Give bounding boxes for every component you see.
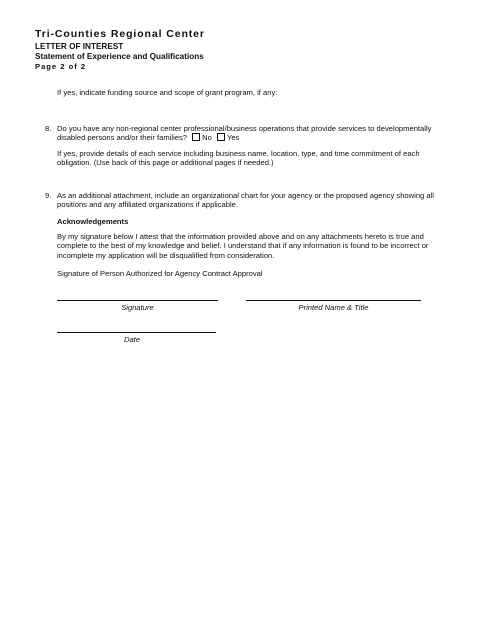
yes-checkbox[interactable] (217, 133, 225, 141)
printed-name-line[interactable] (246, 300, 421, 301)
question-8-text-line2-label: disabled persons and/or their families? (57, 133, 188, 143)
no-label: No (202, 133, 212, 143)
signature-prompt: Signature of Person Authorized for Agency Contract Approval (57, 269, 263, 278)
date-line[interactable] (57, 332, 216, 333)
signature-label: Signature (121, 303, 154, 312)
yes-label: Yes (226, 133, 240, 143)
question-8-text-line2 (57, 133, 457, 142)
question-8-details-line1: If yes, provide details of each service including business name, location, type, and time commitment of each (57, 149, 420, 158)
acknowledgements-text (57, 232, 457, 260)
acknowledgements-line2: complete to the best of my knowledge and belief. I understand that if any information is found to be incorrect or (57, 241, 429, 251)
page-indicator: Page 2 of 2 (35, 62, 87, 71)
question-9-number: 9. (45, 191, 52, 200)
acknowledgements-line3: incomplete my application will be disqualified from consideration. (57, 250, 275, 260)
date-label: Date (123, 335, 141, 344)
organization-name: Tri-Counties Regional Center (35, 28, 205, 40)
question-8-text-line1: Do you have any non-regional center professional/business operations that provide services to developmentally (57, 124, 432, 133)
question-9-text-line1: As an additional attachment, include an organizational chart for your agency or the proposed agency showing all (57, 191, 434, 200)
question-9 (57, 191, 457, 210)
printed-name-label: Printed Name & Title (298, 303, 369, 312)
question-9-text-line2: positions and any affiliated organizations if applicable. (57, 200, 238, 210)
no-checkbox[interactable] (192, 133, 200, 141)
signature-line[interactable] (57, 300, 218, 301)
question-8-number: 8. (45, 124, 52, 133)
acknowledgements-heading: Acknowledgements (57, 217, 129, 226)
funding-source-prompt: If yes, indicate funding source and scope of grant program, if any: (57, 88, 278, 97)
document-subtitle: Statement of Experience and Qualifications (35, 52, 204, 61)
question-8-details-line2: obligation. (Use back of this page or additional pages if needed.) (57, 158, 274, 168)
document-title: LETTER OF INTEREST (35, 42, 124, 51)
question-8-details (57, 149, 457, 168)
question-8 (57, 124, 457, 143)
acknowledgements-line1: By my signature below I attest that the information provided above and on any attachments hereto is true and (57, 232, 424, 241)
